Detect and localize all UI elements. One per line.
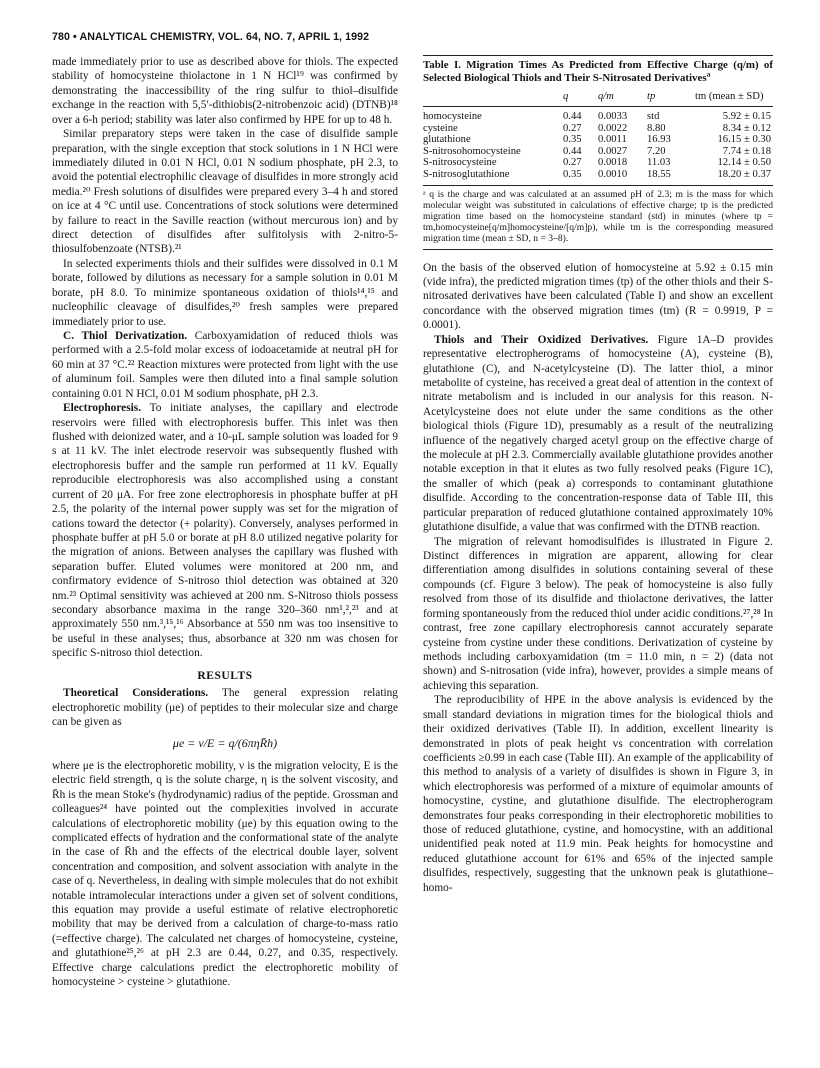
column-header: q/m <box>598 91 647 106</box>
table-row <box>423 169 773 185</box>
paragraph-text: The general expression relating electrophoretic mobility (μe) of peptides to their molecular size and charge can be given as <box>52 687 398 728</box>
table-rule <box>423 185 773 186</box>
paragraph-text: Figure 1A–D provides representative electropherograms of homocysteine (A), cysteine (B), glutathione (C), and N-acetylcysteine (D). The latter thiol, a minor metabolite of cysteine, has received a great deal of attention in the context of nitrate metabolism and is included in our analysis for this reason. N-Acetylcysteine does not elute under the same conditions as the other biological thiols (Figure 1D), presumably as a result of the neutralizing influence of the negatively charged acetyl group on the effective charge of the molecule at pH 2.3. Commercially available glutathione provides another notable exception in that it elutes as two fully resolved peaks (Figure 1C), the smaller of which (peak a) corresponds to contaminant glutathione disulfide. According to the concentration-response data of Table III, this particular preparation of reduced glutathione contained approximately 10% glutathione disulfide, a value that was confirmed with the DTNB reaction. <box>423 333 774 534</box>
paragraph-text: To initiate analyses, the capillary and electrode reservoirs were filled with electrophoresis buffer. This inlet was then flushed with deionized water, and a 10-μL sample solution was loaded for 9 s at 11 kV. The inlet electrode reservoir was subsequently flushed with electrophoresis buffer and the sample run performed at 11 kV. Equally reproducible electrophoresis was also accomplished using a constant current of 20 μA. For free zone electrophoresis in phosphate buffer at pH 2.5, the polarity of the internal power supply was set for the migration of cations toward the detector (+ polarity). Conversely, analyses performed in phosphate buffer at pH 5.0 or borate at pH 8.0 utilized negative polarity for the migration of anions. Between analyses the capillary was flushed with separation buffer. Eluted volumes were monitored at 200 nm, and confirmatory evidence of S-nitroso thiol detection was obtained at 320 nm.²³ Optimal sensitivity was achieved at 200 nm. S-Nitroso thiols possess secondary absorbance maxima in the range 320–360 nm¹,²,²³ and at approximately 550 nm.³,¹⁵,¹⁶ Absorbance at 550 nm was too insensitive to be useful in these analyses; thus, absorbance at 320 nm was chosen for specific S-nitroso thiol detection. <box>52 402 398 660</box>
table-cell: glutathione <box>423 134 471 146</box>
table-cell: 16.15 ± 0.30 <box>717 134 771 146</box>
column-header: tp <box>647 91 686 106</box>
table-row <box>423 123 773 135</box>
table-cell: 0.0018 <box>598 157 628 169</box>
table-cell: S-nitrosocysteine <box>423 157 497 169</box>
table-cell: 0.44 <box>563 145 582 157</box>
paragraph-text: Carboxyamidation of reduced thiols was performed with a 2.5-fold molar excess of iodoacetamide at neutral pH for 60 min at 37 °C.²² Reaction mixtures were protected from light with the use of aluminum foil. Samples were then diluted into a final sample solution containing 0.01 N HCl, 0.01 M sodium phosphate, pH 2.3. <box>52 330 399 400</box>
table-cell: 0.0022 <box>598 122 628 134</box>
table-block <box>423 55 773 250</box>
equation: μe = ν/E = q/(6πηR̄h) <box>172 736 278 751</box>
table-cell: cysteine <box>423 122 458 134</box>
paragraph: On the basis of the observed elution of homocysteine at 5.92 ± 0.15 min (vide infra), the predicted migration times (tp) of the other thiols and their S-nitrosated derivatives have been calculated (Table I) and show an excellent concordance with the observed migration times (tm) (R = 0.9919, P = 0.0001). <box>423 261 773 332</box>
paragraph: In selected experiments thiols and their sulfides were dissolved in 0.1 M borate, followed by dilutions as necessary for a sample solution in 0.01 M borate, pH 8.0. To minimize spontaneous oxidation of thiols¹⁴,¹⁵ and nucleophilic cleavage of disulfides,²⁰ fresh samples were prepared immediately prior to use. <box>52 257 398 328</box>
right-column <box>423 55 773 895</box>
table-cell: 8.34 ± 0.12 <box>722 122 771 134</box>
paragraph <box>52 401 398 661</box>
table-cell: 0.44 <box>563 111 582 122</box>
table-cell: 11.03 <box>647 157 671 169</box>
table-cell: S-nitrosohomocysteine <box>423 145 521 157</box>
paragraph <box>52 329 398 401</box>
run-in-heading: Thiols and Their Oxidized Derivatives. <box>434 333 649 346</box>
running-header: 780 • ANALYTICAL CHEMISTRY, VOL. 64, NO. 7, APRIL 1, 1992 <box>52 31 370 43</box>
table-cell: 12.14 ± 0.50 <box>717 157 771 169</box>
left-column <box>52 55 398 990</box>
migration-times-table <box>423 91 773 184</box>
run-in-heading: Electrophoresis. <box>63 402 142 415</box>
table-cell: 0.35 <box>563 168 582 180</box>
table-cell: 8.80 <box>647 122 666 134</box>
table-header-row <box>423 91 773 106</box>
section-heading: RESULTS <box>197 668 253 682</box>
table-cell: 0.0033 <box>598 111 628 122</box>
table-cell: homocysteine <box>423 111 482 122</box>
table-cell: 0.0010 <box>598 168 628 180</box>
column-header: q <box>563 91 598 106</box>
table-cell: 7.20 <box>647 145 666 157</box>
paragraph <box>423 333 773 535</box>
paragraph: made immediately prior to use as described above for thiols. The expected stability of homocysteine thiolactone in 1 N HCl¹⁹ was confirmed by demonstrating the inaccessibility of the ring sulfur to thiol–disulfide exchange in the reaction with 5,5′-dithiobis(2-nitrobenzoic acid) (DTNB)¹⁸ over a 6-h period; stability was later also confirmed by HPE for up to 48 h. <box>52 56 398 126</box>
table-cell: 0.27 <box>563 122 582 134</box>
paragraph: Similar preparatory steps were taken in the case of disulfide sample preparation, with the single exception that stock solutions in 1 N HCl were immediately diluted in 0.01 N HCl, 0.01 N sodium phosphate, pH 2.3, to avoid the potential electrophilic cleavage of disulfides in more strongly acid media.²⁰ Fresh solutions of disulfides were prepared every 3–4 h and stored on ice at 4 °C until use. Concentrations of stock solutions were determined by failure to react in the Saville reaction (without mercurous ion) and by direct detection of disulfides after sulfitolysis with 2-nitro-5-thiosulfobenzoate (NTSB).²¹ <box>52 128 398 256</box>
table-row <box>423 107 773 123</box>
table-cell: 0.0027 <box>598 145 628 157</box>
column-header <box>423 91 563 106</box>
table-cell: 0.27 <box>563 157 582 169</box>
table-row <box>423 146 773 158</box>
run-in-heading: Theoretical Considerations. <box>63 687 209 700</box>
paragraph: The reproducibility of HPE in the above analysis is evidenced by the small standard deviations in migration times for the biological thiols and their oxidized derivatives (Table II). In addition, excellent linearity is demonstrated in plots of peak height vs concentration with correlation coefficients ≥0.99 in each case (Table III). An example of the applicability of this method to analysis of a variety of disulfides is shown in Figure 3, in which electrophoresis was performed of a mixture of equimolar amounts of homocystine, cystine, and glutathione disulfide. The electropherogram demonstrates four peaks corresponding in their electrophoretic mobilities to those of reduced glutathione, cystine, and homocystine, with an additional unidentified peak noted at 11.9 min. Peak heights for homocystine and reduced glutathione account for 61% and 65% of the injected sample disulfides, respectively, suggesting that the unknown peak is glutathione–homo- <box>423 694 773 894</box>
table-caption: Table I. Migration Times As Predicted from Effective Charge (q/m) of Selected Biological Thiols and Their S-Nitrosated Derivatives$^a$ <box>423 59 773 85</box>
table-row <box>423 157 773 169</box>
paragraph <box>52 686 398 729</box>
table-cell: 7.74 ± 0.18 <box>722 145 771 157</box>
table-cell: 0.35 <box>563 134 582 146</box>
table-cell: 18.20 ± 0.37 <box>717 168 771 180</box>
footnote-mark: a <box>706 69 711 79</box>
column-header: tm (mean ± SD) <box>686 91 774 106</box>
table-cell: 5.92 ± 0.15 <box>722 111 771 122</box>
table-row <box>423 134 773 146</box>
paragraph: where μe is the electrophoretic mobility, ν is the migration velocity, E is the electric field strength, q is the solute charge, η is the solvent viscosity, and R̄h is the mean Stoke's (hydrodynamic) radius of the peptide. Grossman and colleagues²⁴ have pointed out the complexities involved in accurate calculations of electrophoretic mobility (μe) by this equation owing to the complicated effects of hydration and the conformational state of the analyte in the case of R̄h and the effects of the electrical double layer, solvent concentration and composition, and solvent association with analyte in the case of q. Nevertheless, in dealing with simple molecules that do not exhibit notable intramolecular interactions under a given set of solvent conditions, this equation may provide a useful estimate of relative electrophoretic mobility that may be derived from a calculation of charge-to-mass ratio (=effective charge). The calculated net charges of homocysteine, cysteine, and glutathione²⁵,²⁶ at pH 2.3 are 0.44, 0.27, and 0.35, respectively. Effective charge calculations predict the electrophoretic mobility of homocysteine > cysteine > glutathione. <box>52 759 398 989</box>
table-footnote: ᵃ q is the charge and was calculated at an assumed pH of 2.3; m is the mass for which molecular weight was substituted in calculations of effective charge; tp is the predicted migration time based on the homocysteine standard (std) in minutes (where tp = tm,homocysteine[q/m]homocysteine/[q/m]p), while tm is the corresponding measured migration time (mean ± SD, n = 3–8). <box>423 189 773 250</box>
table-cell: 16.93 <box>647 134 671 146</box>
table-cell: S-nitrosoglutathione <box>423 168 510 180</box>
table-cell: 0.0011 <box>598 134 627 146</box>
paragraph: The migration of relevant homodisulfides is illustrated in Figure 2. Distinct differences in migration are apparent, allowing for clear differentiation among disulfides in solutions containing several of these compounds (cf. Figure 3 below). The peak of homocysteine is also fully resolved from those of its disulfide and thiolactone derivatives, the latter forming spontaneously from the reduced thiol under acidic conditions.²⁷,²⁸ In contrast, free zone capillary electrophoresis cannot accurately separate cysteine from cystine under these conditions. Derivatization of cysteine by methods including carboxyamidation (tm = 11.0 min, n = 2) (data not shown) and S-nitrosation (vide infra), however, provides a simple means of achieving this separation. <box>423 535 773 692</box>
run-in-heading: C. Thiol Derivatization. <box>63 330 188 343</box>
table-cell: 18.55 <box>647 168 671 180</box>
table-cell: std <box>647 111 660 122</box>
